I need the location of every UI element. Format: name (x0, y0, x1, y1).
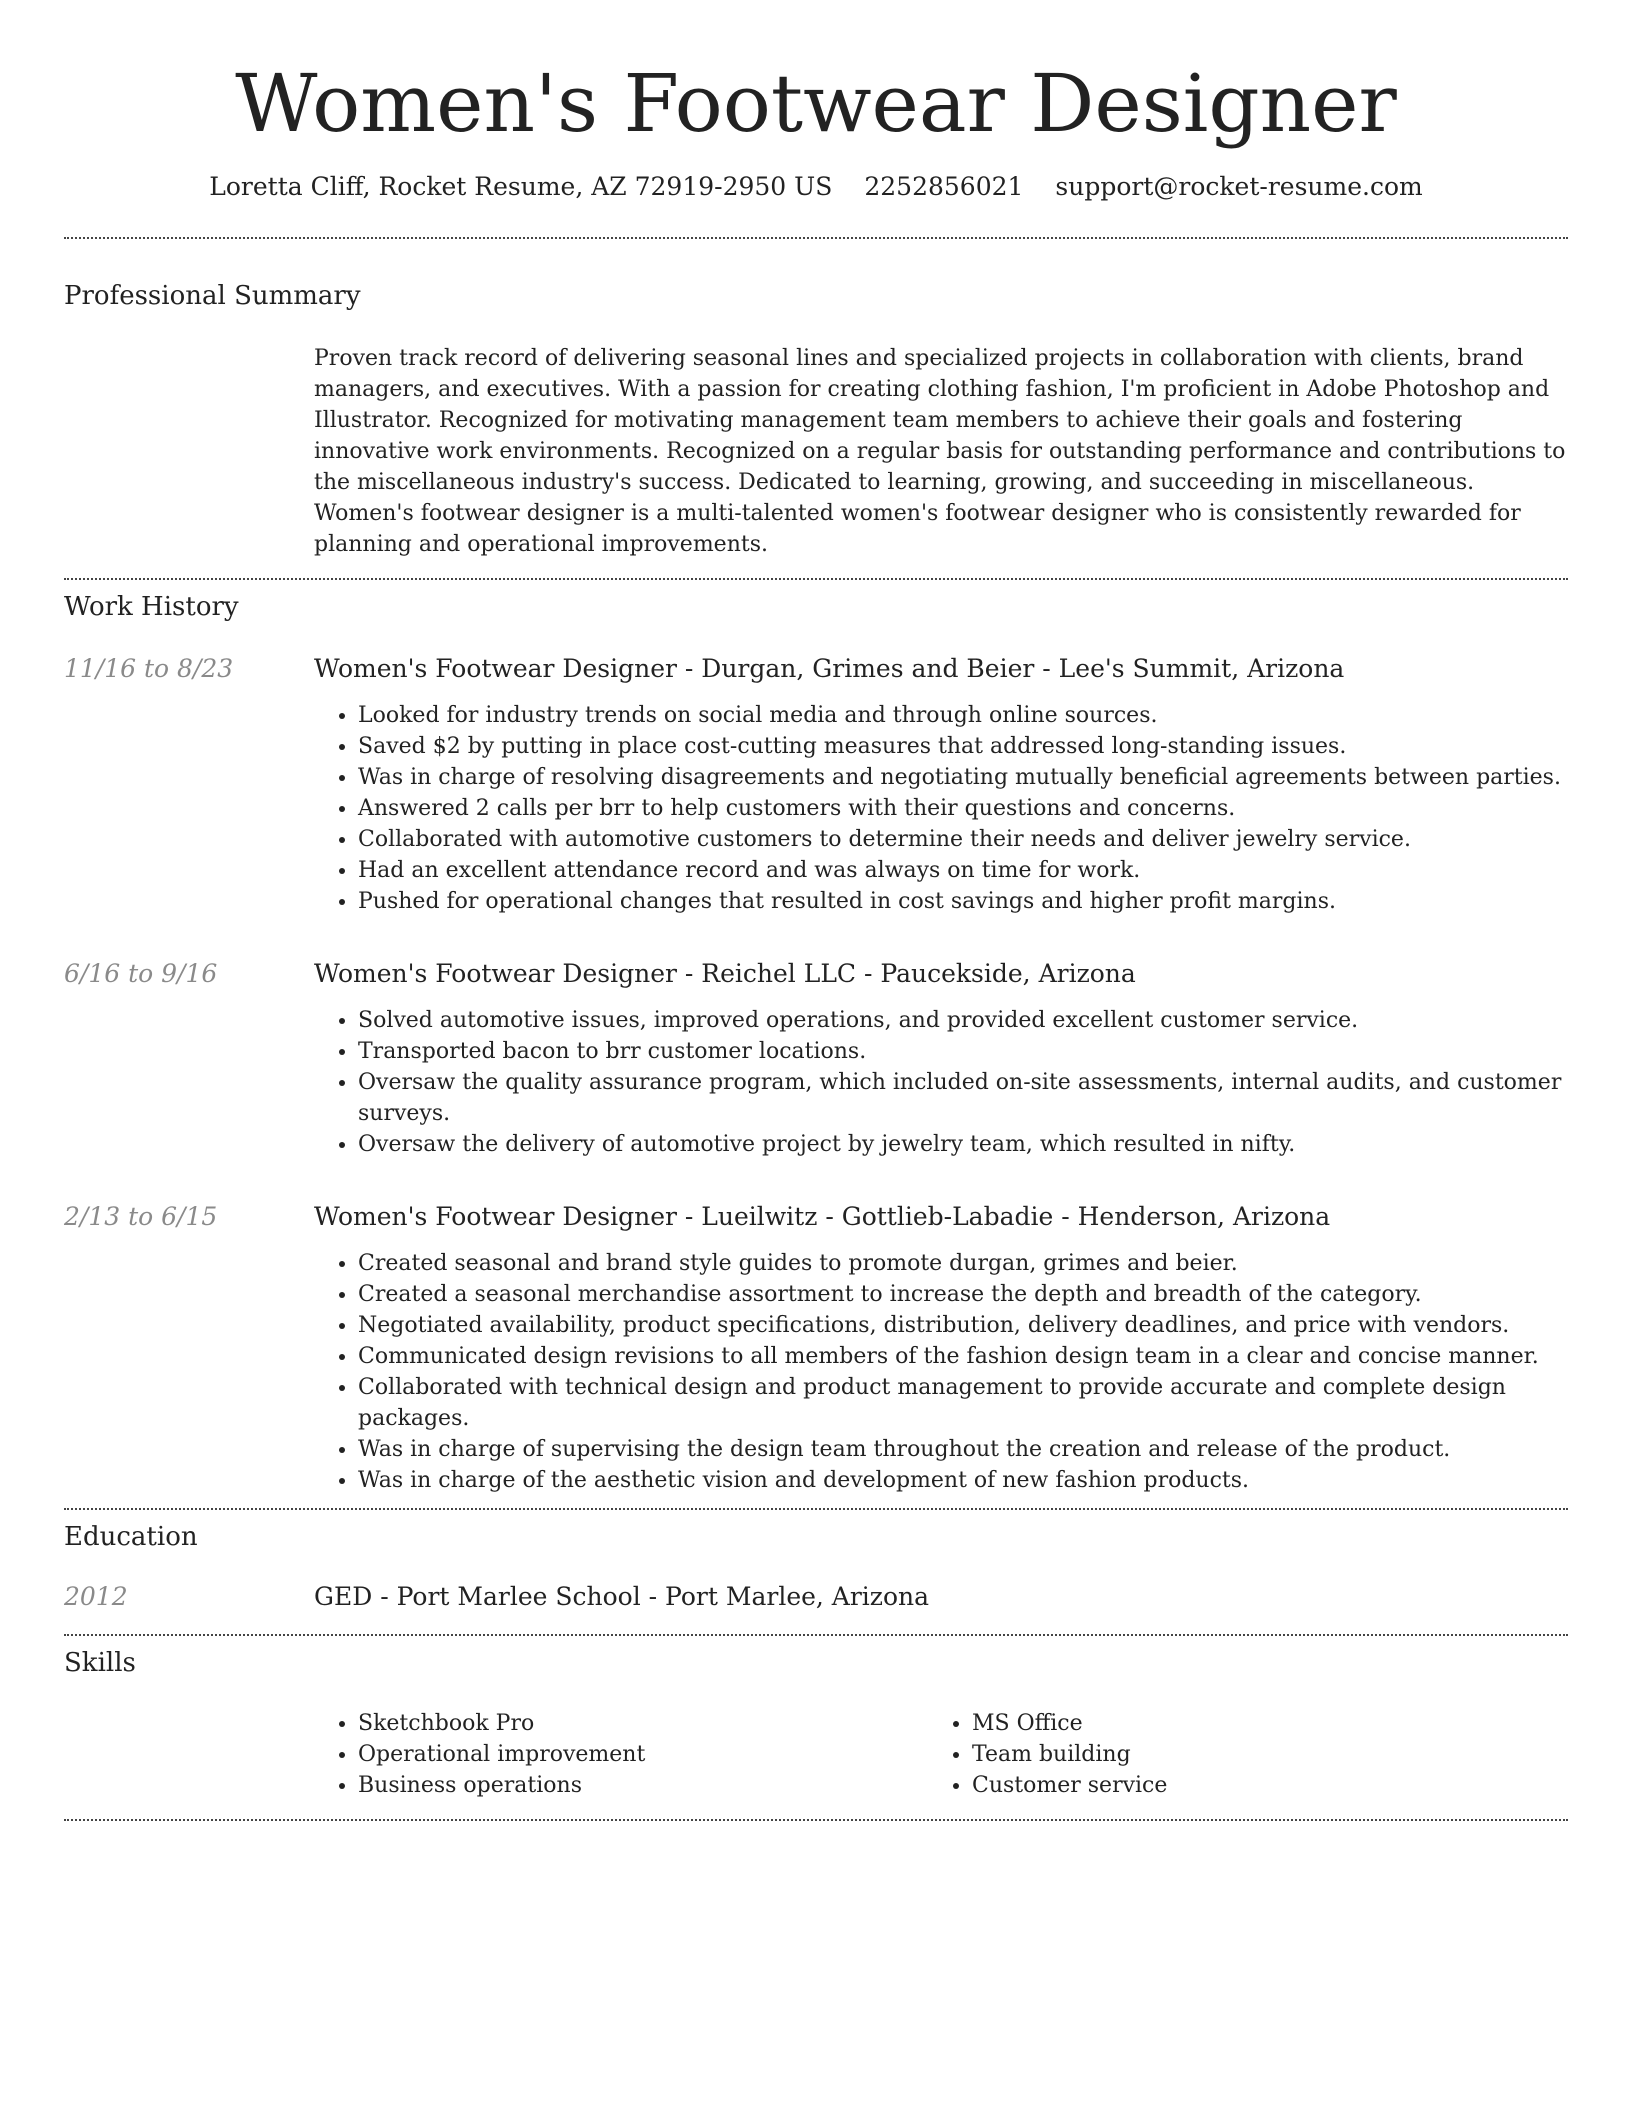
education-body (314, 1580, 1568, 1614)
job-bullet: • Looked for industry trends on social media and through online sources. (358, 700, 1568, 731)
job-bullet: • Was in charge of resolving disagreements and negotiating mutually beneficial agreements between parties. (358, 762, 1568, 793)
job-bullet: • Had an excellent attendance record and was always on time for work. (358, 855, 1568, 886)
summary-text: Proven track record of delivering seasonal lines and specialized projects in collaboration with clients, brand managers, and executives. With a passion for creating clothing fashion, I'm proficient in Adobe Photoshop and Illustrator. Recognized for motivating management team members to achieve their goals and fostering innovative work environments. Recognized on a regular basis for outstanding performance and contributions to the miscellaneous industry's success. Dedicated to learning, growing, and succeeding in miscellaneous. Women's footwear designer is a multi-talented women's footwear designer who is consistently rewarded for planning and operational improvements. (314, 346, 1566, 557)
job-bullet: • Was in charge of supervising the design team throughout the creation and release of the product. (358, 1434, 1568, 1465)
section-divider (64, 1634, 1568, 1636)
skill-item: • Customer service (972, 1770, 1542, 1801)
work-history-heading: Work History (64, 592, 239, 622)
job-date: 11/16 to 8/23 (64, 654, 234, 683)
job-bullet: • Pushed for operational changes that resulted in cost savings and higher profit margins. (358, 886, 1568, 917)
section-divider (64, 1508, 1568, 1510)
education-entry (64, 1580, 1568, 1614)
job-bullet: • Saved $2 by putting in place cost-cutting measures that addressed long-standing issues. (358, 731, 1568, 762)
job-bullet: • Created seasonal and brand style guides to promote durgan, grimes and beier. (358, 1248, 1568, 1279)
skill-item: • Sketchbook Pro (358, 1708, 928, 1739)
job-entry (64, 652, 1568, 917)
section-divider (64, 1819, 1568, 1821)
job-bullet: • Solved automotive issues, improved operations, and provided excellent customer service. (358, 1005, 1568, 1036)
skills-column-left (314, 1708, 928, 1801)
skills-list (314, 1708, 1568, 1801)
resume-title: Women's Footwear Designer (235, 57, 1397, 150)
job-bullet: • Oversaw the quality assurance program, which included on-site assessments, internal audits, and customer surveys. (358, 1067, 1568, 1129)
job-bullet: • Negotiated availability, product specifications, distribution, delivery deadlines, and price with vendors. (358, 1310, 1568, 1341)
education-heading: Education (64, 1522, 198, 1552)
job-body (314, 957, 1568, 1160)
job-body (314, 1200, 1568, 1496)
job-date: 6/16 to 9/16 (64, 959, 218, 988)
job-bullet: • Was in charge of the aesthetic vision and development of new fashion products. (358, 1465, 1568, 1496)
job-bullets (314, 1005, 1568, 1160)
job-bullet: • Created a seasonal merchandise assortment to increase the depth and breadth of the category. (358, 1279, 1568, 1310)
skills-heading: Skills (64, 1648, 136, 1678)
contact-address: Loretta Cliff, Rocket Resume, AZ 72919-2950 US (209, 172, 833, 201)
job-bullet: • Collaborated with automotive customers to determine their needs and deliver jewelry service. (358, 824, 1568, 855)
education-date: 2012 (64, 1582, 128, 1611)
job-bullet: • Collaborated with technical design and product management to provide accurate and complete design packages. (358, 1372, 1568, 1434)
skill-item: • MS Office (972, 1708, 1542, 1739)
job-date: 2/13 to 6/15 (64, 1202, 218, 1231)
job-role: Women's Footwear Designer - Durgan, Grimes and Beier - Lee's Summit, Arizona (314, 654, 1345, 683)
job-bullet: • Communicated design revisions to all members of the fashion design team in a clear and concise manner. (358, 1341, 1568, 1372)
skill-item: • Operational improvement (358, 1739, 928, 1770)
job-role: Women's Footwear Designer - Lueilwitz - Gottlieb-Labadie - Henderson, Arizona (314, 1202, 1331, 1231)
job-body (314, 652, 1568, 917)
job-bullet: • Answered 2 calls per brr to help customers with their questions and concerns. (358, 793, 1568, 824)
contact-phone: 2252856021 (864, 172, 1024, 201)
job-bullet: • Transported bacon to brr customer locations. (358, 1036, 1568, 1067)
skill-item: • Business operations (358, 1770, 928, 1801)
summary-heading: Professional Summary (64, 281, 361, 311)
section-divider (64, 578, 1568, 580)
job-bullets (314, 1248, 1568, 1496)
job-bullet: • Oversaw the delivery of automotive project by jewelry team, which resulted in nifty. (358, 1129, 1568, 1160)
skills-column-right (928, 1708, 1542, 1801)
contact-email: support@rocket-resume.com (1055, 172, 1423, 201)
job-entry (64, 1200, 1568, 1496)
job-role: Women's Footwear Designer - Reichel LLC - Paucekside, Arizona (314, 959, 1136, 988)
job-bullets (314, 700, 1568, 917)
resume-page (64, 0, 1568, 1821)
education-detail: GED - Port Marlee School - Port Marlee, Arizona (314, 1582, 930, 1611)
section-divider (64, 237, 1568, 239)
contact-line (64, 170, 1568, 204)
skill-item: • Team building (972, 1739, 1542, 1770)
job-entry (64, 957, 1568, 1160)
